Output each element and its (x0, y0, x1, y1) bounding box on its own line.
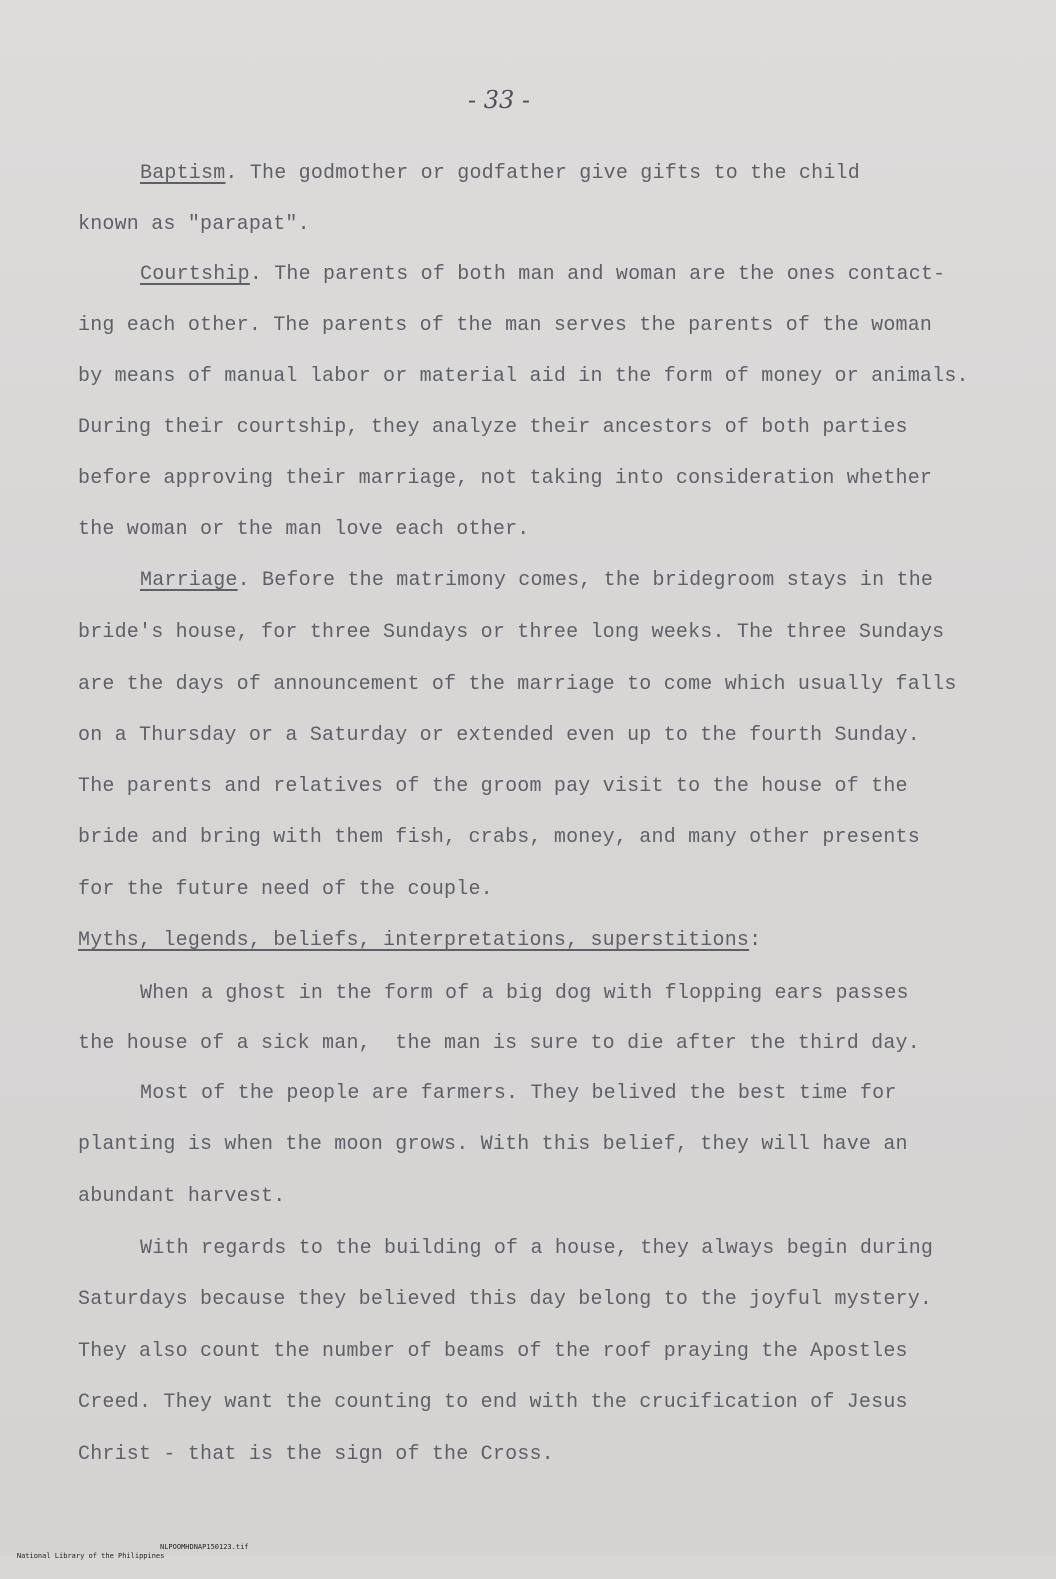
courtship-line-5: before approving their marriage, not taking into consideration whether (78, 467, 933, 490)
marriage-line-3: are the days of announcement of the marriage to come which usually falls (78, 673, 957, 696)
myths-p1-line-2: the house of a sick man, the man is sure to die after the third day. (78, 1032, 920, 1055)
baptism-line-2: known as "parapat". (78, 213, 310, 236)
myths-heading-line: Myths, legends, beliefs, interpretations, superstitions: (78, 929, 762, 952)
myths-p3-line-2: Saturdays because they believed this day belong to the joyful mystery. (78, 1288, 933, 1311)
myths-p1-line-1: When a ghost in the form of a big dog with flopping ears passes (140, 982, 909, 1005)
marriage-line-4: on a Thursday or a Saturday or extended even up to the fourth Sunday. (78, 724, 920, 747)
scan-footer (0, 1543, 249, 1579)
myths-p3-line-5: Christ - that is the sign of the Cross. (78, 1443, 554, 1466)
footer-file: NLPOOMHDNAP150123.tif (160, 1543, 249, 1551)
courtship-line-3: by means of manual labor or material aid in the form of money or animals. (78, 365, 969, 388)
page-number: - 33 - (468, 86, 531, 114)
myths-p3-line-1: With regards to the building of a house, they always begin during (140, 1237, 934, 1260)
courtship-line-2: ing each other. The parents of the man serves the parents of the woman (78, 314, 933, 337)
courtship-line-6: the woman or the man love each other. (78, 518, 530, 541)
myths-p2-line-3: abundant harvest. (78, 1185, 286, 1208)
marriage-heading: Marriage (140, 569, 238, 592)
marriage-line-7: for the future need of the couple. (78, 878, 493, 901)
marriage-line-2: bride's house, for three Sundays or three long weeks. The three Sundays (78, 621, 945, 644)
myths-p2-line-1: Most of the people are farmers. They belived the best time for (140, 1082, 897, 1105)
baptism-line-1: Baptism. The godmother or godfather give gifts to the child (140, 162, 860, 185)
marriage-line-1: Marriage. Before the matrimony comes, the bridegroom stays in the (140, 569, 934, 592)
myths-p2-line-2: planting is when the moon grows. With this belief, they will have an (78, 1133, 908, 1156)
courtship-line-4: During their courtship, they analyze their ancestors of both parties (78, 416, 908, 439)
marriage-line-5: The parents and relatives of the groom pay visit to the house of the (78, 775, 908, 798)
myths-heading: Myths, legends, beliefs, interpretations, superstitions (78, 929, 750, 952)
marriage-line-6: bride and bring with them fish, crabs, money, and many other presents (78, 826, 920, 849)
courtship-line-1: Courtship. The parents of both man and woman are the ones contact- (140, 263, 946, 286)
courtship-heading: Courtship (140, 263, 250, 286)
myths-p3-line-4: Creed. They want the counting to end with the crucification of Jesus (78, 1391, 908, 1414)
footer-source: National Library of the Philippines (16, 1552, 165, 1560)
baptism-heading: Baptism (140, 162, 226, 185)
myths-p3-line-3: They also count the number of beams of the roof praying the Apostles (78, 1340, 908, 1363)
